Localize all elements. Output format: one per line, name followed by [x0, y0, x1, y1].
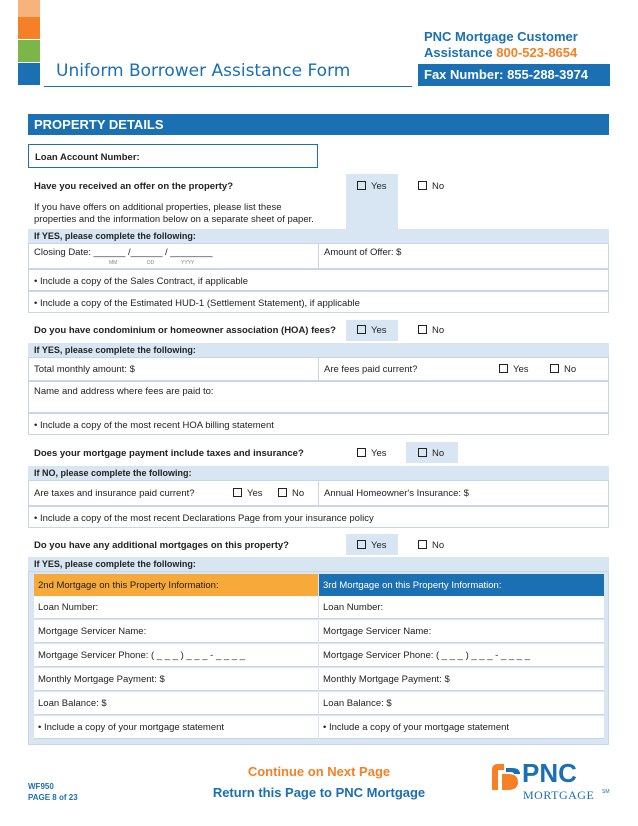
- hoa-name-address-field[interactable]: Name and address where fees are paid to:: [28, 381, 609, 413]
- offer-closing-row: Closing Date: ______ /______ / ________ MM DD YYYY Amount of Offer: $: [28, 243, 609, 269]
- color-square-top: [18, 0, 40, 17]
- logo-mortgage-text: MORTGAGE: [523, 788, 595, 802]
- second-mortgage-field: • Include a copy of your mortgage statement: [34, 716, 318, 739]
- taxes-current-row: Are taxes and insurance paid current? Yes No Annual Homeowner's Insurance: $: [28, 480, 609, 506]
- offer-if-yes: If YES, please complete the following:: [28, 229, 609, 243]
- color-square-green: [18, 40, 40, 62]
- closing-date-field[interactable]: Closing Date: ______ /______ / ________: [34, 247, 213, 258]
- additional-mortgages-table: [28, 571, 609, 745]
- second-mortgage-field[interactable]: Mortgage Servicer Name:: [34, 620, 318, 643]
- second-mortgage-field[interactable]: Mortgage Servicer Phone: ( _ _ _ ) _ _ _ - _ _ _ _: [34, 644, 318, 667]
- hoa-monthly-field[interactable]: Total monthly amount: $: [34, 364, 135, 375]
- third-mortgage-column: [319, 596, 604, 740]
- offer-note-1: If you have offers on additional properties, please list these: [34, 202, 282, 213]
- offer-yes-checkbox[interactable]: Yes: [357, 181, 387, 192]
- hoa-yes-checkbox[interactable]: Yes: [357, 325, 387, 336]
- amount-of-offer-field[interactable]: Amount of Offer: $: [324, 247, 402, 258]
- third-mortgage-field[interactable]: Mortgage Servicer Phone: ( _ _ _ ) _ _ _ - _ _ _ _: [319, 644, 604, 667]
- second-mortgage-field[interactable]: Loan Balance: $: [34, 692, 318, 715]
- hoa-question: Do you have condominium or homeowner association (HOA) fees?: [34, 325, 336, 336]
- offer-note-2: properties and the information below on a separate sheet of paper.: [34, 214, 314, 225]
- pnc-mortgage-logo: [488, 758, 618, 806]
- offer-no-checkbox[interactable]: No: [418, 181, 444, 192]
- continue-next-page: Continue on Next Page: [247, 764, 391, 779]
- taxes-if-no: If NO, please complete the following:: [28, 466, 609, 480]
- form-title: Uniform Borrower Assistance Form: [56, 61, 351, 81]
- page-number: PAGE 8 of 23: [28, 793, 78, 802]
- pnc-logo-icon: [488, 760, 522, 794]
- section-title: PROPERTY DETAILS: [28, 114, 609, 135]
- taxes-yes-checkbox[interactable]: Yes: [357, 448, 387, 459]
- loan-account-field[interactable]: Loan Account Number:: [28, 144, 318, 168]
- additional-if-yes: If YES, please complete the following:: [28, 557, 609, 571]
- logo-pnc-text: PNC: [522, 758, 577, 788]
- footer-form-id: WF950 PAGE 8 of 23: [28, 782, 78, 802]
- offer-bullet-2: • Include a copy of the Estimated HUD-1 (Settlement Statement), if applicable: [28, 291, 609, 313]
- hoa-bullet: • Include a copy of the most recent HOA billing statement: [28, 413, 609, 435]
- second-mortgage-field[interactable]: Monthly Mortgage Payment: $: [34, 668, 318, 691]
- taxes-question: Does your mortgage payment include taxes and insurance?: [34, 448, 304, 459]
- color-square-orange: [18, 17, 40, 39]
- second-mortgage-field[interactable]: Loan Number:: [34, 596, 318, 619]
- additional-question: Do you have any additional mortgages on this property?: [34, 540, 289, 551]
- second-mortgage-column: [34, 596, 318, 740]
- hoa-if-yes: If YES, please complete the following:: [28, 343, 609, 357]
- additional-no-checkbox[interactable]: No: [418, 540, 444, 551]
- customer-assistance: PNC Mortgage Customer Assistance 800-523-8654: [424, 29, 578, 60]
- third-mortgage-field[interactable]: Monthly Mortgage Payment: $: [319, 668, 604, 691]
- third-mortgage-field[interactable]: Loan Balance: $: [319, 692, 604, 715]
- third-mortgage-header: 3rd Mortgage on this Property Information:: [319, 574, 604, 596]
- third-mortgage-field: • Include a copy of your mortgage statement: [319, 716, 604, 739]
- assist-phone: 800-523-8654: [496, 45, 578, 60]
- hoa-current-yes-checkbox[interactable]: Yes: [499, 364, 529, 375]
- return-page: Return this Page to PNC Mortgage: [212, 785, 426, 800]
- hoa-monthly-row: Total monthly amount: $ Are fees paid current? Yes No: [28, 357, 609, 381]
- color-square-blue: [18, 63, 40, 85]
- hoa-current-no-checkbox[interactable]: No: [550, 364, 576, 375]
- offer-question: Have you received an offer on the property?: [34, 181, 234, 192]
- taxes-current-no-checkbox[interactable]: No: [278, 488, 304, 499]
- logo-sm-text: SM: [602, 789, 610, 795]
- taxes-no-checkbox[interactable]: No: [418, 448, 444, 459]
- hoa-no-checkbox[interactable]: No: [418, 325, 444, 336]
- third-mortgage-field[interactable]: Mortgage Servicer Name:: [319, 620, 604, 643]
- second-mortgage-header: 2nd Mortgage on this Property Information:: [34, 574, 318, 596]
- taxes-bullet: • Include a copy of the most recent Declarations Page from your insurance policy: [28, 506, 609, 528]
- taxes-current-yes-checkbox[interactable]: Yes: [233, 488, 263, 499]
- offer-bullet-1: • Include a copy of the Sales Contract, if applicable: [28, 269, 609, 291]
- additional-yes-checkbox[interactable]: Yes: [357, 540, 387, 551]
- annual-insurance-field[interactable]: Annual Homeowner's Insurance: $: [324, 488, 469, 499]
- third-mortgage-field[interactable]: Loan Number:: [319, 596, 604, 619]
- fax-number: Fax Number: 855-288-3974: [418, 64, 610, 86]
